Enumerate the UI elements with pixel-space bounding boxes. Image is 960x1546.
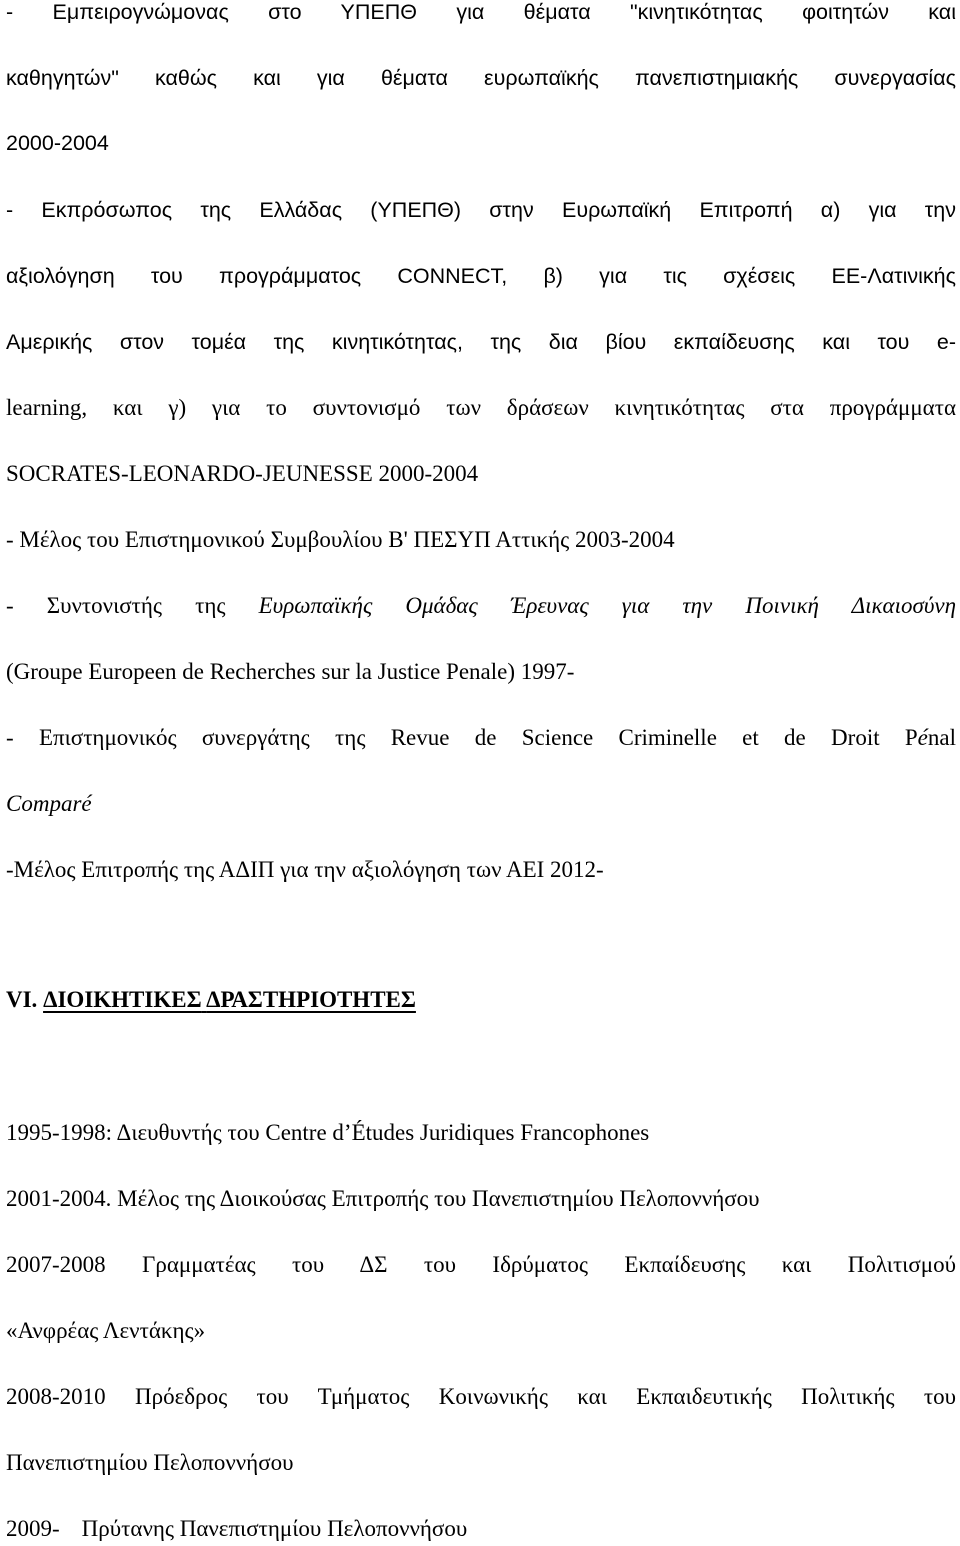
section-heading	[6, 985, 416, 1015]
text-line-12-suffix: nal	[927, 725, 956, 750]
text-line-3: 2000-2004	[6, 131, 109, 155]
admin-line-7-year: 2009-	[6, 1516, 60, 1541]
admin-line-2: 2001-2004. Μέλος της Διοικούσας Επιτροπής του Πανεπιστημίου Πελοποννήσου	[6, 1186, 760, 1211]
text-line-6: Αμερικής στον τομέα της κινητικότητας, της δια βίου εκπαίδευσης και του e-	[6, 330, 956, 354]
text-line-12-prefix: - Επιστημονικός συνεργάτης της Revue de Science Criminelle et de Droit P	[6, 725, 918, 750]
text-line-12-italic: é	[917, 725, 928, 750]
text-line-10	[6, 591, 956, 621]
text-line-4: - Εκπρόσωπος της Ελλάδας (ΥΠΕΠΘ) στην Ευρωπαϊκή Επιτροπή α) για την	[6, 198, 956, 222]
section-title-part2: ΔΡΑΣΤΗΡΙΟΤΗΤΕΣ	[206, 987, 416, 1012]
text-line-1: - Εμπειρογνώμονας στο ΥΠΕΠΘ για θέματα "κινητικότητας φοιτητών και	[6, 0, 956, 24]
admin-line-7-text: Πρύτανης Πανεπιστημίου Πελοποννήσου	[81, 1516, 468, 1541]
text-line-8: SOCRATES-LEONARDO-JEUNESSE 2000-2004	[6, 461, 479, 486]
text-line-5: αξιολόγηση του προγράμματος CONNECT, β) για τις σχέσεις ΕΕ-Λατινικής	[6, 264, 956, 288]
text-line-10-italic: Ευρωπαϊκής Ομάδας Έρευνας για την Ποινική Δικαιοσύνη	[258, 593, 956, 618]
text-line-14: -Μέλος Επιτροπής της ΑΔΙΠ για την αξιολόγηση των ΑΕΙ 2012-	[6, 857, 604, 882]
admin-line-5: 2008-2010 Πρόεδρος του Τμήματος Κοινωνικής και Εκπαιδευτικής Πολιτικής του	[6, 1384, 956, 1409]
admin-line-7	[6, 1514, 467, 1544]
text-line-12	[6, 723, 956, 753]
section-number: VI.	[6, 987, 38, 1012]
admin-line-6: Πανεπιστημίου Πελοποννήσου	[6, 1450, 294, 1475]
text-line-7: learning, και γ) για το συντονισμό των δράσεων κινητικότητας στα προγράμματα	[6, 395, 956, 420]
section-title-part1: ΔΙΟΙΚΗΤΙΚΕΣ	[43, 987, 202, 1012]
text-line-10-prefix: - Συντονιστής της	[6, 593, 226, 618]
admin-line-1: 1995-1998: Διευθυντής του Centre d’Études Juridiques Francophones	[6, 1120, 650, 1145]
text-line-2: καθηγητών" καθώς και για θέματα ευρωπαϊκής πανεπιστημιακής συνεργασίας	[6, 66, 956, 90]
admin-line-4: «Ανφρέας Λεντάκης»	[6, 1318, 206, 1343]
admin-line-3: 2007-2008 Γραμματέας του ΔΣ του Ιδρύματος Εκπαίδευσης και Πολιτισμού	[6, 1252, 956, 1277]
text-line-9: - Μέλος του Επιστημονικού Συμβουλίου Β' ΠΕΣΥΠ Αττικής 2003-2004	[6, 527, 675, 552]
text-line-11: (Groupe Europeen de Recherches sur la Justice Penale) 1997-	[6, 659, 575, 684]
text-line-13: Comparé	[6, 791, 92, 816]
